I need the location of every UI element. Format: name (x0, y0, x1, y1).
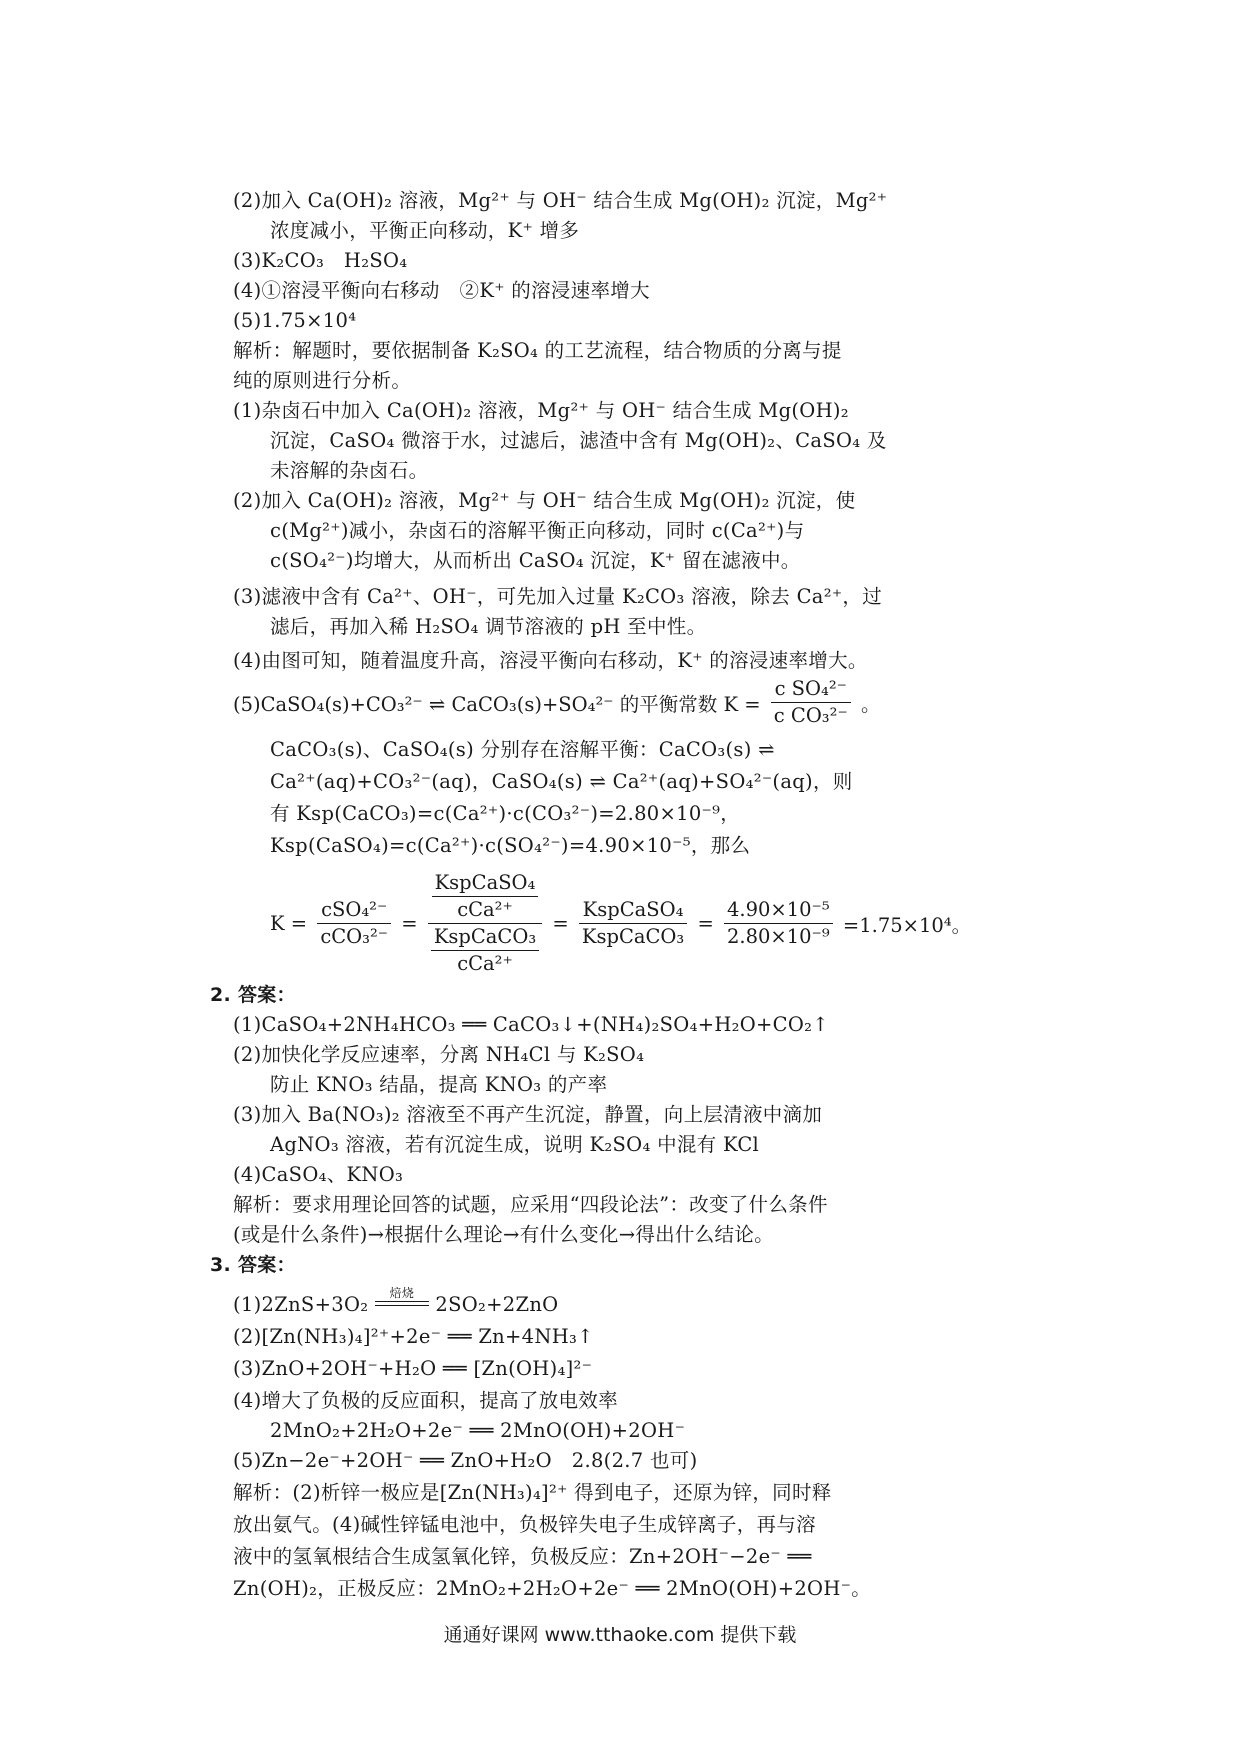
analysis-5-cont: CaCO₃(s)、CaSO₄(s) 分别存在溶解平衡：CaCO₃(s) ⇌ (270, 738, 775, 761)
ksp-caco3: KspCaCO₃ (431, 924, 539, 951)
k-derivation-formula (270, 870, 971, 977)
q3-heading: 3. 答案： (210, 1254, 296, 1276)
k-fraction-4-num: 4.90×10⁻⁵ (724, 897, 833, 924)
q2-analysis: 解析：要求用理论回答的试题，应采用“四段论法”：改变了什么条件 (233, 1193, 828, 1216)
k-fraction-1-num: cSO₄²⁻ (317, 897, 391, 924)
q2-heading: 2. 答案： (210, 984, 296, 1006)
q3-analysis-cont3: Zn(OH)₂，正极反应：2MnO₂+2H₂O+2e⁻ ══ 2MnO(OH)+2OH⁻。 (233, 1577, 872, 1600)
q2-answer-2: (2)加快化学反应速率，分离 NH₄Cl 与 K₂SO₄ (233, 1043, 645, 1066)
q3-answer-1-left: (1)2ZnS+3O₂ (233, 1293, 369, 1316)
k-fraction-3 (579, 897, 687, 950)
analysis-5-text: (5)CaSO₄(s)+CO₃²⁻ ⇌ CaCO₃(s)+SO₄²⁻ 的平衡常数 K = (233, 692, 761, 716)
k-result: =1.75×10⁴。 (842, 913, 972, 937)
k-fraction-3-den: KspCaCO₃ (581, 925, 685, 948)
q2-answer-4: (4)CaSO₄、KNO₃ (233, 1163, 404, 1186)
q3-answer-1-right: 2SO₂+2ZnO (435, 1293, 559, 1316)
q3-analysis: 解析：(2)析锌一极应是[Zn(NH₃)₄]²⁺ 得到电子，还原为锌，同时释 (233, 1481, 832, 1504)
analysis-4: (4)由图可知，随着温度升高，溶浸平衡向右移动，K⁺ 的溶浸速率增大。 (233, 649, 868, 672)
analysis-5-end: 。 (860, 692, 881, 716)
q3-answer-4-cont: 2MnO₂+2H₂O+2e⁻ ══ 2MnO(OH)+2OH⁻ (270, 1419, 686, 1442)
q3-answer-3: (3)ZnO+2OH⁻+H₂O ══ [Zn(OH)₄]²⁻ (233, 1357, 593, 1380)
q2-answer-3-cont: AgNO₃ 溶液，若有沉淀生成，说明 K₂SO₄ 中混有 KCl (270, 1133, 760, 1156)
c-ca-2: cCa²⁺ (457, 952, 513, 975)
ksp-caso4-over-ca (432, 870, 539, 923)
c-ca-1: cCa²⁺ (457, 898, 513, 921)
analysis-5-cont4: Ksp(CaSO₄)=c(Ca²⁺)·c(SO₄²⁻)=4.90×10⁻⁵，那么 (270, 834, 751, 857)
compound-num (428, 870, 542, 924)
k-symbol: K = (270, 912, 308, 935)
answer-line-2-cont: 浓度减小，平衡正向移动，K⁺ 增多 (270, 219, 580, 242)
answer-line-2: (2)加入 Ca(OH)₂ 溶液，Mg²⁺ 与 OH⁻ 结合生成 Mg(OH)₂ 沉淀，Mg²⁺ (233, 189, 888, 212)
k-compound-fraction (428, 870, 542, 977)
answer-line-5: (5)1.75×10⁴ (233, 309, 357, 332)
analysis-1-cont: 沉淀，CaSO₄ 微溶于水，过滤后，滤渣中含有 Mg(OH)₂、CaSO₄ 及 (270, 429, 887, 452)
ksp-caco3-over-ca (431, 924, 539, 977)
q2-answer-3: (3)加入 Ba(NO₃)₂ 溶液至不再产生沉淀，静置，向上层清液中滴加 (233, 1103, 823, 1126)
k-fraction-3-num: KspCaSO₄ (579, 897, 687, 924)
fraction-numerator: c SO₄²⁻ (771, 676, 851, 703)
analysis-intro-cont: 纯的原则进行分析。 (233, 369, 412, 392)
answer-line-3: (3)K₂CO₃ H₂SO₄ (233, 249, 408, 272)
analysis-2-cont2: c(SO₄²⁻)均增大，从而析出 CaSO₄ 沉淀，K⁺ 留在滤液中。 (270, 549, 801, 572)
q3-answer-1 (233, 1286, 559, 1320)
fraction-denominator: c CO₃²⁻ (773, 704, 848, 727)
q3-answer-5: (5)Zn−2e⁻+2OH⁻ ══ ZnO+H₂O 2.8(2.7 也可) (233, 1449, 698, 1472)
q3-analysis-cont: 放出氨气。(4)碱性锌锰电池中，负极锌失电子生成锌离子，再与溶 (233, 1513, 816, 1536)
analysis-3-cont: 滤后，再加入稀 H₂SO₄ 调节溶液的 pH 至中性。 (270, 615, 707, 638)
analysis-1-cont2: 未溶解的杂卤石。 (270, 459, 429, 482)
analysis-1: (1)杂卤石中加入 Ca(OH)₂ 溶液，Mg²⁺ 与 OH⁻ 结合生成 Mg(OH)₂ (233, 399, 849, 422)
equilibrium-fraction (771, 676, 851, 729)
analysis-2-cont: c(Mg²⁺)减小，杂卤石的溶解平衡正向移动，同时 c(Ca²⁺)与 (270, 519, 805, 542)
k-fraction-4 (724, 897, 833, 950)
double-line-icon (375, 1301, 429, 1306)
roasting-arrow (375, 1286, 429, 1311)
k-fraction-1-den: cCO₃²⁻ (320, 925, 389, 948)
q2-answer-1: (1)CaSO₄+2NH₄HCO₃ ══ CaCO₃↓+(NH₄)₂SO₄+H₂O+CO₂↑ (233, 1013, 829, 1036)
analysis-intro: 解析：解题时，要依据制备 K₂SO₄ 的工艺流程，结合物质的分离与提 (233, 339, 842, 362)
analysis-3: (3)滤液中含有 Ca²⁺、OH⁻，可先加入过量 K₂CO₃ 溶液，除去 Ca²⁺，过 (233, 585, 883, 608)
analysis-2: (2)加入 Ca(OH)₂ 溶液，Mg²⁺ 与 OH⁻ 结合生成 Mg(OH)₂ 沉淀，使 (233, 489, 856, 512)
equals-sign-3: = (697, 912, 714, 935)
footer-credit: 通通好课网 www.tthaoke.com 提供下载 (443, 1624, 797, 1646)
answer-line-4: (4)①溶浸平衡向右移动 ②K⁺ 的溶浸速率增大 (233, 279, 650, 302)
roasting-condition: 焙烧 (389, 1286, 415, 1300)
analysis-5-cont3: 有 Ksp(CaCO₃)=c(Ca²⁺)·c(CO₃²⁻)=2.80×10⁻⁹， (270, 802, 741, 825)
q3-answer-2: (2)[Zn(NH₃)₄]²⁺+2e⁻ ══ Zn+4NH₃↑ (233, 1325, 594, 1348)
q2-analysis-cont: (或是什么条件)→根据什么理论→有什么变化→得出什么结论。 (233, 1223, 774, 1246)
q3-analysis-cont2: 液中的氢氧根结合生成氢氧化锌，负极反应：Zn+2OH⁻−2e⁻ ══ (233, 1545, 812, 1568)
compound-den (428, 924, 542, 977)
analysis-5 (233, 676, 880, 729)
q3-answer-4: (4)增大了负极的反应面积，提高了放电效率 (233, 1389, 618, 1412)
equals-sign-2: = (552, 912, 569, 935)
analysis-5-cont2: Ca²⁺(aq)+CO₃²⁻(aq)，CaSO₄(s) ⇌ Ca²⁺(aq)+SO₄²⁻(aq)，则 (270, 770, 853, 793)
equals-sign: = (401, 912, 418, 935)
q2-answer-2-cont: 防止 KNO₃ 结晶，提高 KNO₃ 的产率 (270, 1073, 608, 1096)
k-fraction-1 (317, 897, 391, 950)
k-fraction-4-den: 2.80×10⁻⁹ (726, 925, 830, 948)
ksp-caso4: KspCaSO₄ (432, 870, 539, 897)
